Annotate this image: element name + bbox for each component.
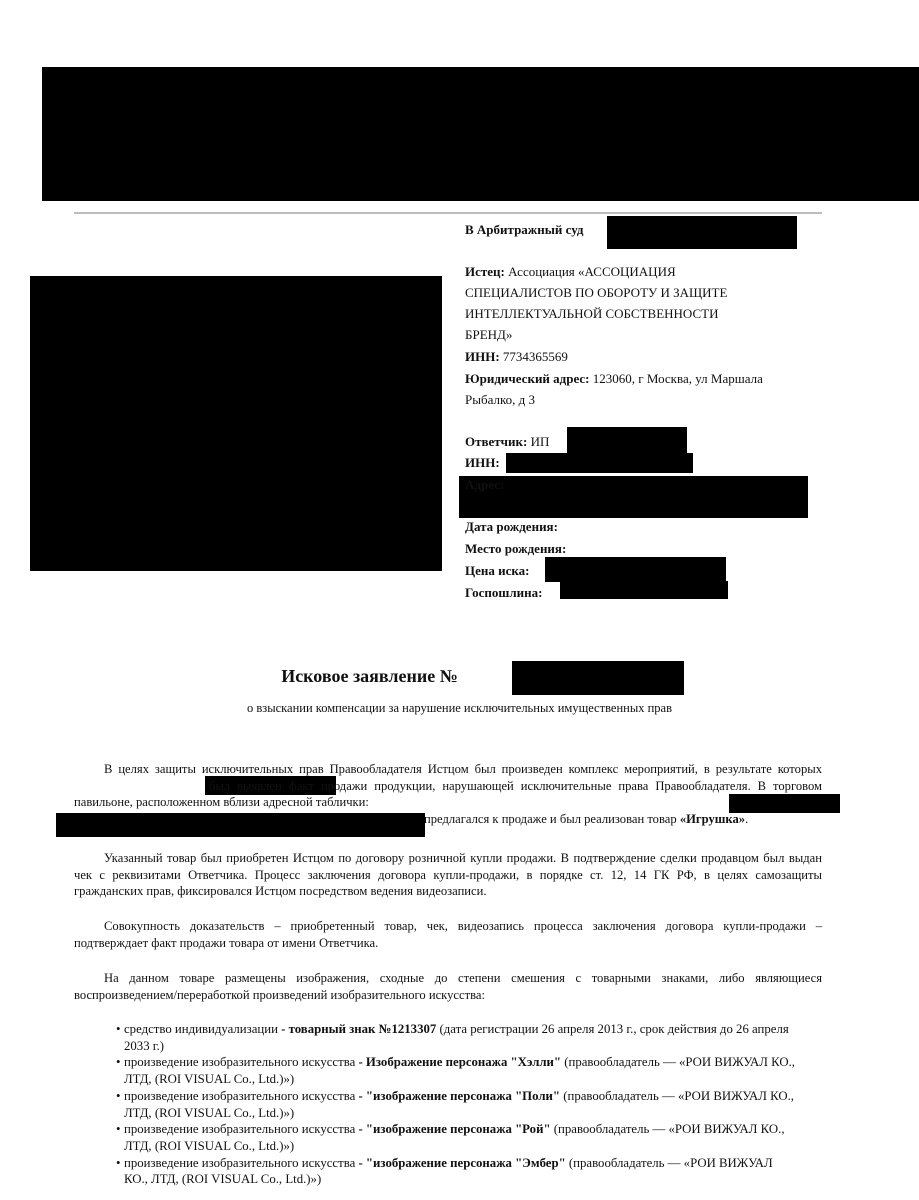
rights-list: [116, 1021, 796, 1188]
inn-value: 7734365569: [502, 349, 568, 364]
birth-place-label: Место рождения:: [465, 541, 567, 556]
defendant-line: [465, 431, 549, 452]
document-title: [0, 666, 919, 687]
court-line: [465, 219, 583, 240]
paragraph-3: [74, 918, 822, 951]
plaintiff-line-4: БРЕНД»: [465, 327, 513, 342]
p1-end: .: [745, 811, 749, 826]
list-item: • произведение изобразительного искусства - "изображение персонажа "Поли" (правообладатель — «РОИ ВИЖУАЛ КО., ЛТД, (ROI VISUAL Co., Ltd.)»): [116, 1088, 796, 1121]
defendant-label: Ответчик:: [465, 434, 528, 449]
claim-price-label: Цена иска:: [465, 563, 530, 578]
plaintiff-name-1: Ассоциация «АССОЦИАЦИЯ: [508, 264, 676, 279]
p3-text: Совокупность доказательств – приобретенный товар, чек, видеозапись процесса заключения договора купли-продажи – подтверждает факт продажи товара от имени Ответчика.: [74, 919, 822, 950]
legal-address-line-2: Рыбалко, д 3: [465, 392, 535, 407]
list-item: • средство индивидуализации - товарный знак №1213307 (дата регистрации 26 апреля 2013 г., срок действия до 26 апреля 2033 г.): [116, 1021, 796, 1054]
redacted-letterhead: [42, 67, 919, 201]
document-subtitle: о взыскании компенсации за нарушение исключительных имущественных прав: [247, 701, 672, 715]
paragraph-1: [74, 761, 822, 827]
redacted-court-name: [607, 216, 797, 249]
p4-text: На данном товаре размещены изображения, сходные до степени смешения с товарными знаками, либо являющиеся воспроизведением/переработкой произведений изобразительного искусства:: [74, 971, 822, 1002]
plaintiff-line-1: [465, 261, 676, 282]
p1-part-c: предлагался к продаже и был реализован товар: [424, 811, 677, 826]
inn-label: ИНН:: [465, 349, 500, 364]
redacted-defendant-inn: [506, 453, 693, 473]
court-label: В Арбитражный суд: [465, 222, 584, 237]
list-item: • произведение изобразительного искусства - "изображение персонажа "Эмбер" (правообладатель — «РОИ ВИЖУАЛ КО., ЛТД, (ROI VISUAL Co., Ltd.)»): [116, 1155, 796, 1188]
p1-product: «Игрушка»: [679, 811, 746, 826]
paragraph-4: [74, 970, 822, 1003]
plaintiff-line-3: ИНТЕЛЛЕКТУАЛЬНОЙ СОБСТВЕННОСТИ: [465, 306, 719, 321]
defendant-address-label: Адрес:: [465, 477, 505, 492]
duty-label: Госпошлина:: [465, 585, 543, 600]
list-item: • произведение изобразительного искусства - Изображение персонажа "Хэлли" (правообладатель — «РОИ ВИЖУАЛ КО., ЛТД, (ROI VISUAL Co., Ltd.)»): [116, 1054, 796, 1087]
p1-part-a: В целях защиты исключительных прав Правообладателя Истцом был произведен комплекс мероприятий, в результате которых: [104, 762, 822, 776]
legal-address-value: 123060, г Москва, ул Маршала: [592, 371, 763, 386]
redacted-defendant-name: [567, 427, 687, 453]
redacted-stamp-area: [30, 276, 442, 571]
birth-date-label: Дата рождения:: [465, 519, 558, 534]
legal-address-label: Юридический адрес:: [465, 371, 590, 386]
plaintiff-inn-line: [465, 346, 568, 367]
list-item: • произведение изобразительного искусства - "изображение персонажа "Рой" (правообладатель — «РОИ ВИЖУАЛ КО., ЛТД, (ROI VISUAL Co., Ltd.)»): [116, 1121, 796, 1154]
document-title-text: Исковое заявление №: [281, 666, 458, 686]
plaintiff-label: Истец:: [465, 264, 505, 279]
defendant-inn-label: ИНН:: [465, 455, 500, 470]
redacted-claim-price: [545, 557, 726, 582]
defendant-value: ИП: [530, 434, 550, 449]
redacted-duty: [560, 581, 728, 599]
redacted-defendant-address: [459, 476, 808, 518]
paragraph-2: [74, 850, 822, 900]
p1-part-b: был выявлен факт продажи продукции, нарушающей исключительные права Правообладателя. В торговом павильоне, расположенном вблизи адресной таблички:: [74, 778, 822, 809]
legal-address-line-1: [465, 368, 763, 389]
p2-text: Указанный товар был приобретен Истцом по договору розничной купли продажи. В подтверждение сделки продавцом был выдан чек с реквизитами Ответчика. Процесс заключения договора купли-продажи, в порядке ст. 12, 14 ГК РФ, в целях самозащиты гражданских прав, фиксировался Истцом посредством ведения видеозаписи.: [74, 851, 822, 898]
plaintiff-line-2: СПЕЦИАЛИСТОВ ПО ОБОРОТУ И ЗАЩИТЕ: [465, 285, 728, 300]
header-divider: [74, 212, 822, 214]
